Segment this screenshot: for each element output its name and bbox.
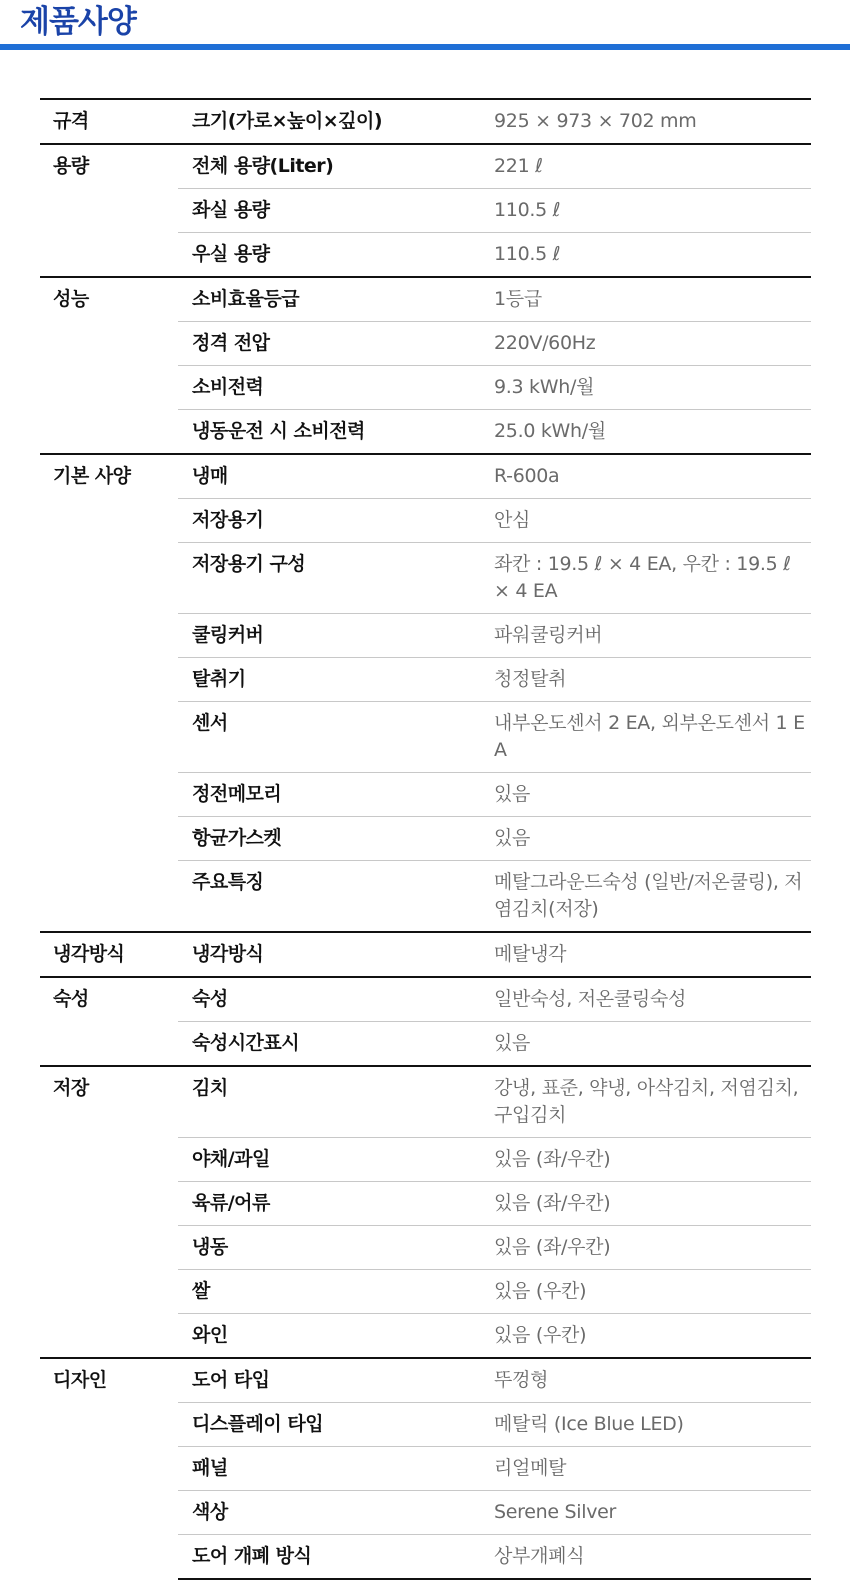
- spec-key: 디스플레이 타입: [178, 1403, 494, 1447]
- spec-key: 저장용기: [178, 499, 494, 543]
- spec-key: 정전메모리: [178, 773, 494, 817]
- spec-key: 센서: [178, 702, 494, 773]
- spec-value: 메탈그라운드숙성 (일반/저온쿨링), 저염김치(저장): [494, 861, 811, 933]
- spec-table: [40, 98, 811, 1580]
- spec-value: 청정탈취: [494, 658, 811, 702]
- spec-key: 쿨링커버: [178, 614, 494, 658]
- spec-value: 220V/60Hz: [494, 322, 811, 366]
- spec-row: [40, 99, 811, 144]
- spec-key: 전체 용량(Liter): [178, 144, 494, 189]
- spec-row: [40, 977, 811, 1022]
- spec-category: 숙성: [40, 977, 178, 1066]
- spec-value: 상부개폐식: [494, 1535, 811, 1580]
- spec-category: 성능: [40, 277, 178, 454]
- spec-key: 항균가스켓: [178, 817, 494, 861]
- spec-value: 있음 (좌/우칸): [494, 1182, 811, 1226]
- spec-value: 있음 (좌/우칸): [494, 1226, 811, 1270]
- spec-key: 냉각방식: [178, 932, 494, 977]
- spec-key: 김치: [178, 1066, 494, 1138]
- spec-key: 색상: [178, 1491, 494, 1535]
- spec-key: 도어 개폐 방식: [178, 1535, 494, 1580]
- spec-value: 안심: [494, 499, 811, 543]
- spec-key: 냉매: [178, 454, 494, 499]
- spec-category: 디자인: [40, 1358, 178, 1579]
- spec-value: 내부온도센서 2 EA, 외부온도센서 1 EA: [494, 702, 811, 773]
- spec-value: R-600a: [494, 454, 811, 499]
- spec-key: 탈취기: [178, 658, 494, 702]
- spec-value: 1등급: [494, 277, 811, 322]
- spec-value: 강냉, 표준, 약냉, 아삭김치, 저염김치, 구입김치: [494, 1066, 811, 1138]
- spec-value: 있음: [494, 817, 811, 861]
- spec-key: 저장용기 구성: [178, 543, 494, 614]
- spec-value: 리얼메탈: [494, 1447, 811, 1491]
- spec-row: [40, 454, 811, 499]
- spec-row: [40, 1358, 811, 1403]
- spec-value: 있음 (좌/우칸): [494, 1138, 811, 1182]
- spec-category: 냉각방식: [40, 932, 178, 977]
- spec-row: [40, 277, 811, 322]
- spec-key: 냉동운전 시 소비전력: [178, 410, 494, 455]
- spec-row: [40, 932, 811, 977]
- spec-value: 뚜껑형: [494, 1358, 811, 1403]
- spec-key: 크기(가로×높이×깊이): [178, 99, 494, 144]
- spec-key: 패널: [178, 1447, 494, 1491]
- spec-value: 221 ℓ: [494, 144, 811, 189]
- spec-value: 925 × 973 × 702 mm: [494, 99, 811, 144]
- spec-key: 소비효율등급: [178, 277, 494, 322]
- spec-key: 우실 용량: [178, 233, 494, 278]
- spec-value: 25.0 kWh/월: [494, 410, 811, 455]
- spec-key: 좌실 용량: [178, 189, 494, 233]
- spec-value: 있음: [494, 773, 811, 817]
- spec-value: 있음: [494, 1022, 811, 1067]
- spec-key: 숙성시간표시: [178, 1022, 494, 1067]
- spec-value: 110.5 ℓ: [494, 233, 811, 278]
- spec-key: 야채/과일: [178, 1138, 494, 1182]
- spec-key: 소비전력: [178, 366, 494, 410]
- spec-row: [40, 144, 811, 189]
- page-title: 제품사양: [20, 4, 136, 40]
- spec-key: 쌀: [178, 1270, 494, 1314]
- spec-value: 메탈냉각: [494, 932, 811, 977]
- spec-value: 좌칸 : 19.5 ℓ × 4 EA, 우칸 : 19.5 ℓ × 4 EA: [494, 543, 811, 614]
- spec-key: 도어 타입: [178, 1358, 494, 1403]
- spec-key: 주요특징: [178, 861, 494, 933]
- spec-value: 있음 (우칸): [494, 1314, 811, 1359]
- spec-value: 9.3 kWh/월: [494, 366, 811, 410]
- spec-category: 규격: [40, 99, 178, 144]
- spec-key: 숙성: [178, 977, 494, 1022]
- spec-key: 육류/어류: [178, 1182, 494, 1226]
- spec-row: [40, 1066, 811, 1138]
- spec-category: 기본 사양: [40, 454, 178, 932]
- spec-category: 용량: [40, 144, 178, 277]
- spec-key: 와인: [178, 1314, 494, 1359]
- spec-value: 일반숙성, 저온쿨링숙성: [494, 977, 811, 1022]
- title-underline: [0, 44, 850, 50]
- spec-key: 냉동: [178, 1226, 494, 1270]
- spec-category: 저장: [40, 1066, 178, 1358]
- spec-value: 파워쿨링커버: [494, 614, 811, 658]
- spec-value: 메탈릭 (Ice Blue LED): [494, 1403, 811, 1447]
- spec-value: 110.5 ℓ: [494, 189, 811, 233]
- spec-value: 있음 (우칸): [494, 1270, 811, 1314]
- spec-value: Serene Silver: [494, 1491, 811, 1535]
- spec-key: 정격 전압: [178, 322, 494, 366]
